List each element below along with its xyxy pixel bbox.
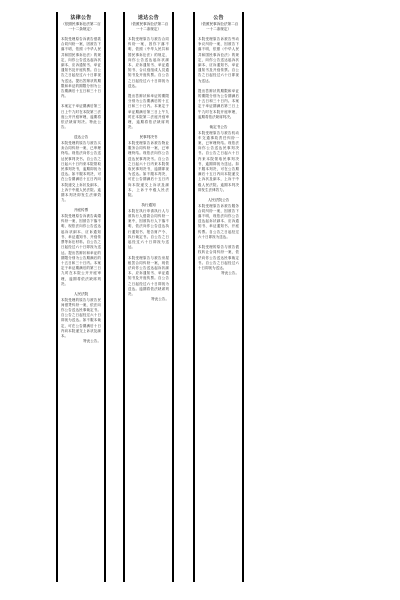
notice-paragraph: 本院受理的原告与被告债权转让合同纠纷一案，依法向你公告送达民事裁定书。自公告之日起经过六十日即视为送达。 — [198, 245, 239, 270]
notice-paragraph: 本案定于举证期满后第三日上午九时在本院第三法庭公开开庭审理，逾期将依法缺席判决。特此公告。 — [61, 104, 101, 130]
notice-paragraph: 本院受理原告与被告房屋租赁合同纠纷一案，现依法向你公告送达起诉状副本、应诉通知书、举证通知书及开庭传票。自公告之日起经过六十日即视为送达。逾期将依法缺席判决。 — [128, 255, 169, 296]
notice-paragraph: 本院受理原告诉被告物业服务合同纠纷一案，已审理终结。现依法向你公告送达民事判决书。自公告之日起六十日内来本院领取民事判决书，逾期即视为送达。如不服本判决，可在公告期满后十五日内向本院递交上诉状及副本，上诉于中级人民法院。 — [128, 141, 169, 198]
notice-heading: 开庭传票 — [73, 208, 89, 213]
column-subtitle: （依照民事诉讼法第二百一十二条规定） — [61, 22, 101, 31]
notice-paragraph: 本院受理的原告与被告买卖合同纠纷一案，已审理终结。现依法向你公告送达民事判决书。自公告之日起六十日内来本院领取民事判决书，逾期即视为送达。如不服本判决，可在公告期满后十五日内向本院递交上诉状及副本，上诉于中级人民法院。逾期本判决即发生法律效力。 — [61, 141, 101, 203]
notice-heading: 人民法院 — [73, 291, 89, 296]
column-title: 法律公告 — [70, 15, 92, 21]
notice-column-1 — [56, 12, 106, 582]
notice-paragraph: 提出答辩状的期限和举证的期限分别为公告期满后十五日和三十日内。本案定于举证期满后第三日上午九时在本院开庭审理，逾期将依法缺席判决。 — [198, 88, 239, 119]
notice-paragraph: 本院受理原告与被告合同纠纷一案，因你下落不明，依照《中华人民共和国民事诉讼法》的规定，向你公告送达起诉状副本、应诉通知书、举证通知书、合议庭组成人员通知书及开庭传票。自公告之日起经过六十日即视为送达。 — [128, 37, 169, 88]
notice-heading: 人民法院公告 — [207, 198, 230, 203]
column-title: 公告 — [213, 15, 224, 21]
notice-paragraph: 本院受理原告诉被告服务合同纠纷一案，因被告下落不明，现依法向你公告送达起诉状副本、应诉通知书、举证通知书、开庭传票。自公告之日起经过六十日即视为送达。 — [198, 203, 239, 239]
notice-column-3 — [193, 12, 244, 582]
notice-closing: 特此公告。 — [83, 339, 101, 344]
notice-paragraph: 本院受理原告与被告机动车交通事故责任纠纷一案，已审理终结。现依法向你公告送达民事判决书。自公告之日起六十日内来本院领取民事判决书，逾期即视为送达。如不服本判决，可在公告期满后十五日内向本院递交上诉状及副本，上诉于中级人民法院。逾期本判决即发生法律效力。 — [198, 130, 239, 192]
column-header — [58, 12, 104, 32]
column-header — [125, 12, 172, 32]
column-subtitle: （依照民事诉讼法第二百一十二条规定） — [198, 22, 239, 31]
notice-paragraph: 本院受理的原告与被告民间借贷纠纷一案，依法向你公告送达民事裁定书。自公告之日起经过六十日即视为送达。如不服本裁定，可在公告期满后十日内向本院递交上诉状及副本。 — [61, 297, 101, 338]
notice-paragraph: 本院受理原告诉被告借款合同纠纷一案，因被告下落不明，依照《中华人民共和国民事诉讼法》的规定，向你公告送达起诉状副本、应诉通知书、举证通知书及开庭传票。自公告之日起经过六十日即视为送达。提出答辩状的期限和举证的期限分别为公告期满后十五日和三十日内。 — [61, 37, 101, 99]
notice-heading: 执行通知 — [141, 203, 156, 208]
notice-heading: 裁定书公告 — [209, 125, 228, 130]
notice-closing: 特此公告。 — [151, 297, 169, 302]
column-subtitle: （依照民事诉讼法第二百一十二条规定） — [128, 22, 169, 31]
column-title: 送达公告 — [137, 15, 160, 21]
column-header — [195, 12, 242, 32]
notice-paragraph: 本院受理原告诉被告劳动争议纠纷一案，因被告下落不明，依照《中华人民共和国民事诉讼法》的规定，向你公告送达起诉状副本、应诉通知书、举证通知书及开庭传票。自公告之日起经过六十日即视为送达。 — [198, 37, 239, 83]
notice-paragraph: 本院受理原告诉被告离婚纠纷一案，因被告下落不明，现依法向你公告送达起诉状副本、应诉通知书、举证通知书、开庭传票等诉讼材料。自公告之日起经过六十日即视为送达。提出答辩状和举证的期限分别为公告期满后的十五日和三十日内。本案定于举证期满后的第三日九时在本院公开开庭审理，逾期将依法缺席判决。 — [61, 214, 101, 286]
notice-heading: 民事判决书 — [139, 135, 158, 140]
notice-closing: 特此公告。 — [221, 271, 239, 276]
notice-paragraph: 提出答辩状和举证的期限分别为公告期满后的十五日和三十日内。本案定于举证期满后第三日上午九时在本院第二法庭开庭审理，逾期将依法缺席判决。 — [128, 94, 169, 130]
notice-heading: 送达公告 — [73, 135, 89, 140]
notice-column-2 — [123, 12, 174, 582]
notice-paragraph: 本院在执行申请执行人与被执行人借款合同纠纷一案中，因被执行人下落不明，依法向你公告送达执行通知书、报告财产令、执行裁定书。自公告之日起经过六十日即视为送达。 — [128, 208, 169, 250]
